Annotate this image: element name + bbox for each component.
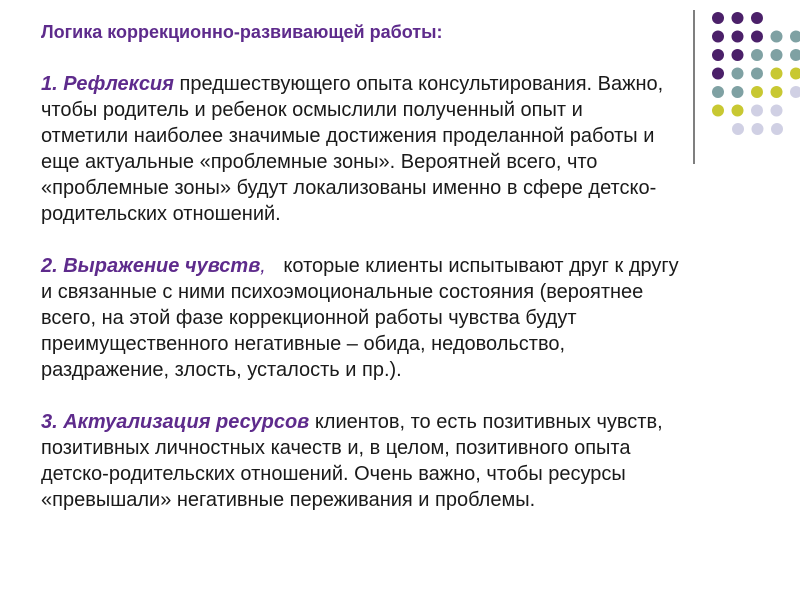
point-feelings-line: которые клиенты испытывают друг к другу [283, 255, 679, 277]
decorative-dot [732, 123, 744, 135]
decorative-dot [732, 12, 744, 24]
point-reflection-line: чтобы родитель и ребенок осмыслили полученный опыт и [41, 99, 583, 121]
point-feelings-line: преимущественного негативные – обида, недовольство, [41, 333, 566, 355]
point-resources-line: позитивных личностных качеств и, в целом, позитивного опыта [41, 437, 631, 459]
decorative-dot [712, 31, 724, 43]
decorative-dot [771, 68, 783, 80]
decorative-dot [751, 86, 763, 98]
decorative-dot [732, 68, 744, 80]
decorative-dot [771, 49, 783, 61]
point-feelings-line: раздражение, злость, усталость и пр.). [41, 359, 402, 381]
point-feelings-line: и связанные с ними психоэмоциональные состояния (вероятнее [41, 281, 644, 303]
decorative-dot [771, 123, 783, 135]
decorative-dot [771, 105, 783, 117]
decorative-dot [751, 105, 763, 117]
point-feelings-heading: 2. Выражение чувств [41, 255, 261, 277]
point-resources-line: «превышали» негативные переживания и проблемы. [41, 489, 536, 511]
decorative-dot [732, 86, 744, 98]
point-feelings-comma: , [260, 255, 266, 277]
decorative-dot [790, 31, 800, 43]
decorative-dot [771, 31, 783, 43]
point-feelings [41, 253, 731, 383]
decorative-dot [751, 12, 763, 24]
decorative-dot [771, 86, 783, 98]
point-resources-line: детско-родительских отношений. Очень важно, чтобы ресурсы [41, 463, 626, 485]
decorative-dot [712, 12, 724, 24]
point-resources-heading: 3. Актуализация ресурсов [41, 411, 310, 433]
decorative-dot [732, 49, 744, 61]
point-reflection-line: предшествующего опыта консультирования. Важно, [179, 73, 664, 95]
decorative-dot [790, 68, 800, 80]
point-reflection-line: «проблемные зоны» будут локализованы именно в сфере детско- [41, 177, 657, 199]
decorative-dot [752, 123, 764, 135]
decorative-dot [751, 68, 763, 80]
decorative-dot [751, 31, 763, 43]
point-resources-line: клиентов, то есть позитивных чувств, [314, 411, 663, 433]
decorative-dot [712, 49, 724, 61]
decorative-dot [790, 49, 800, 61]
decorative-dot [751, 49, 763, 61]
decorative-dot [732, 105, 744, 117]
point-reflection-line: отметили наиболее значимые достижения проделанной работы и [41, 125, 655, 147]
point-resources [41, 409, 731, 513]
point-feelings-line: всего, на этой фазе коррекционной работы чувства будут [41, 307, 577, 329]
slide-body [41, 71, 731, 513]
point-reflection-line: еще актуальные «проблемные зоны». Вероятней всего, что [41, 151, 598, 173]
slide-title: Логика коррекционно-развивающей работы: [41, 22, 443, 42]
decorative-dot [790, 86, 800, 98]
point-reflection-heading: 1. Рефлексия [41, 73, 174, 95]
point-reflection [41, 71, 731, 227]
point-reflection-line: родительских отношений. [41, 203, 281, 225]
decorative-dot [732, 31, 744, 43]
